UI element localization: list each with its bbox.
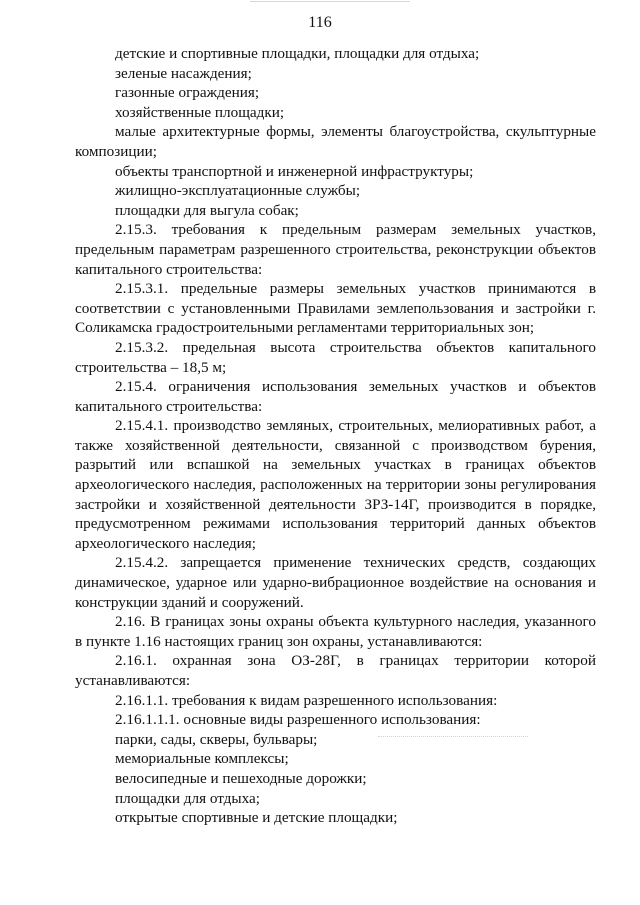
paragraph: 2.16.1.1.1. основные виды разрешенного использования:	[115, 711, 481, 729]
paragraph: 2.15.3. требования к предельным размерам земельных участков, предельным параметрам разрешенного строительства, реконструкции объектов капитального строительства:	[75, 221, 596, 278]
paragraph: 2.16.1. охранная зона ОЗ-28Г, в границах территории которой устанавливаются:	[75, 652, 596, 689]
paragraph: жилищно-эксплуатационные службы;	[115, 182, 361, 200]
paragraph: 2.16. В границах зоны охраны объекта культурного наследия, указанного в пункте 1.16 настоящих границ зон охраны, устанавливаются:	[75, 613, 596, 650]
scan-edge-line	[250, 1, 410, 2]
paragraph: парки, сады, скверы, бульвары;	[115, 730, 318, 748]
page-number: 116	[308, 14, 332, 31]
paragraph: открытые спортивные и детские площадки;	[115, 809, 398, 827]
paragraph: малые архитектурные формы, элементы благоустройства, скульптурные композиции;	[75, 123, 596, 160]
scan-artifact	[378, 736, 528, 739]
paragraph: 2.15.3.2. предельная высота строительства объектов капитального строительства – 18,5 м;	[75, 338, 596, 376]
paragraph: площадки для выгула собак;	[115, 201, 299, 219]
paragraph: 2.15.4.2. запрещается применение технических средств, создающих динамическое, ударное или ударно-вибрационное воздействие на основания и конструкции зданий и сооружений.	[75, 554, 596, 611]
paragraph: мемориальные комплексы;	[115, 750, 289, 768]
document-body	[75, 44, 596, 828]
paragraph: зеленые насаждения;	[115, 64, 252, 82]
paragraph: 2.16.1.1. требования к видам разрешенного использования:	[115, 691, 498, 709]
paragraph: 2.15.4.1. производство земляных, строительных, мелиоративных работ, а также хозяйственной деятельности, связанной с производством бурения, разрытий или вспашкой на земельных участках в границах объектов археологического наследия, расположенных на территории зоны регулирования застройки и хозяйственной деятельности ЗРЗ-14Г, производится в порядке, предусмотренном режимами использования территорий данных объектов археологического наследия;	[75, 417, 596, 552]
paragraph: детские и спортивные площадки, площадки для отдыха;	[115, 45, 480, 62]
paragraph: площадки для отдыха;	[115, 789, 260, 807]
paragraph: хозяйственные площадки;	[115, 103, 285, 121]
paragraph: объекты транспортной и инженерной инфраструктуры;	[115, 162, 474, 180]
paragraph: 2.15.3.1. предельные размеры земельных участков принимаются в соответствии с установленными Правилами землепользования и застройки г. Соликамска градостроительными регламентами территориальных зон;	[75, 280, 596, 337]
paragraph: газонные ограждения;	[115, 84, 260, 102]
paragraph: велосипедные и пешеходные дорожки;	[115, 769, 367, 787]
paragraph: 2.15.4. ограничения использования земельных участков и объектов капитального строительства:	[75, 378, 596, 415]
